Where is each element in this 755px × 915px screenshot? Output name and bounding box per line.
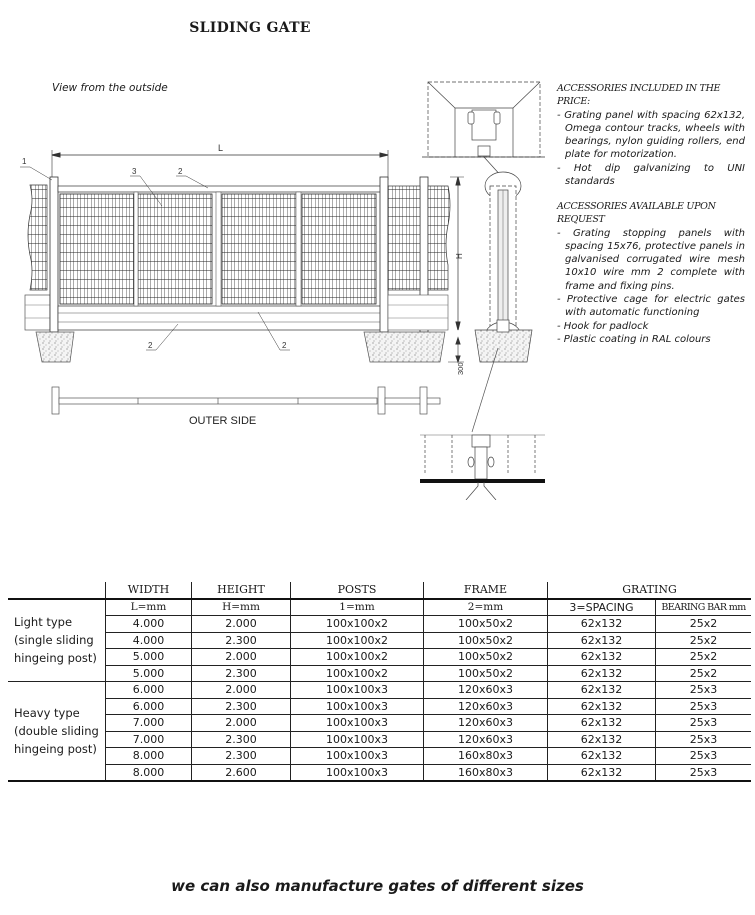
svg-text:300: 300	[456, 362, 465, 375]
accessory-item: - Grating stopping panels with spacing 15x76, protective panels in galvanised corrugated wire mesh 10x10 wire mm 2 complete with frame and fixing pins.	[557, 227, 745, 292]
col-header-posts: POSTS	[291, 582, 424, 599]
dimension-h	[448, 177, 465, 375]
footer-note: we can also manufacture gates of different sizes	[171, 877, 584, 895]
table-row: 5.000 2.000 100x100x2 100x50x2 62x132 25x2	[8, 649, 751, 666]
accessory-item: - Hot dip galvanizing to UNI standards	[557, 162, 745, 188]
table-row: 5.000 2.300 100x100x2 100x50x2 62x132 25x2	[8, 665, 751, 682]
view-label: View from the outside	[52, 82, 168, 94]
table-row: 8.000 2.300 100x100x3 160x80x3 62x132 25x3	[8, 748, 751, 765]
svg-text:1: 1	[22, 157, 27, 166]
track-profile-detail	[420, 82, 545, 500]
table-row: Heavy type (double sliding hingeing post) 6.000 2.000 100x100x3 120x60x3 62x132 25x3	[8, 682, 751, 699]
table-header-row	[8, 582, 751, 599]
subheader-height: H=mm	[192, 599, 291, 616]
svg-text:2: 2	[178, 167, 183, 176]
group-label-light: Light type (single sliding hingeing post)	[8, 599, 106, 682]
accessory-item: - Hook for padlock	[557, 320, 649, 332]
svg-text:3: 3	[132, 167, 137, 176]
subheader-width: L=mm	[106, 599, 192, 616]
col-header-grating: GRATING	[548, 582, 752, 599]
table-row: 6.000 2.300 100x100x3 120x60x3 62x132 25x3	[8, 698, 751, 715]
table-row: 4.000 2.000 100x100x2 100x50x2 62x132 25x2	[8, 616, 751, 633]
svg-text:2: 2	[282, 341, 287, 350]
accessories-request-heading: ACCESSORIES AVAILABLE UPON REQUEST	[557, 201, 716, 226]
accessories-on-request	[557, 200, 745, 346]
subheader-bearing-bar: BEARING BAR mm	[656, 599, 752, 616]
subheader-spacing: 3=SPACING	[548, 599, 656, 616]
table-row: 7.000 2.000 100x100x3 120x60x3 62x132 25x3	[8, 715, 751, 732]
gate-technical-drawing	[0, 70, 560, 500]
group-label-heavy: Heavy type (double sliding hingeing post)	[8, 682, 106, 782]
svg-text:2: 2	[148, 341, 153, 350]
subheader-frame: 2=mm	[424, 599, 548, 616]
accessory-item: - Plastic coating in RAL colours	[557, 333, 711, 345]
svg-text:L: L	[218, 143, 224, 153]
accessory-item: - Protective cage for electric gates with automatic functioning	[557, 294, 745, 319]
svg-text:OUTER SIDE: OUTER SIDE	[189, 415, 257, 427]
table-row: 4.000 2.300 100x100x2 100x50x2 62x132 25x2	[8, 632, 751, 649]
accessories-included-heading: ACCESSORIES INCLUDED IN THE PRICE:	[557, 83, 721, 108]
plan-view	[52, 387, 440, 427]
table-row: 8.000 2.600 100x100x3 160x80x3 62x132 25x3	[8, 764, 751, 781]
spec-table	[8, 582, 751, 782]
page-title: SLIDING GATE	[189, 20, 311, 36]
accessories-included	[557, 82, 745, 188]
col-header-frame: FRAME	[424, 582, 548, 599]
col-header-height: HEIGHT	[192, 582, 291, 599]
accessory-item: - Grating panel with spacing 62x132, Omega contour tracks, wheels with bearings, nylon guiding rollers, end plate for motorization.	[557, 109, 745, 161]
col-header-width: WIDTH	[106, 582, 192, 599]
table-subheader-row	[8, 599, 751, 616]
table-row: 7.000 2.300 100x100x3 120x60x3 62x132 25x3	[8, 731, 751, 748]
dimension-l	[52, 143, 388, 180]
subheader-posts: 1=mm	[291, 599, 424, 616]
svg-text:H: H	[455, 253, 464, 259]
